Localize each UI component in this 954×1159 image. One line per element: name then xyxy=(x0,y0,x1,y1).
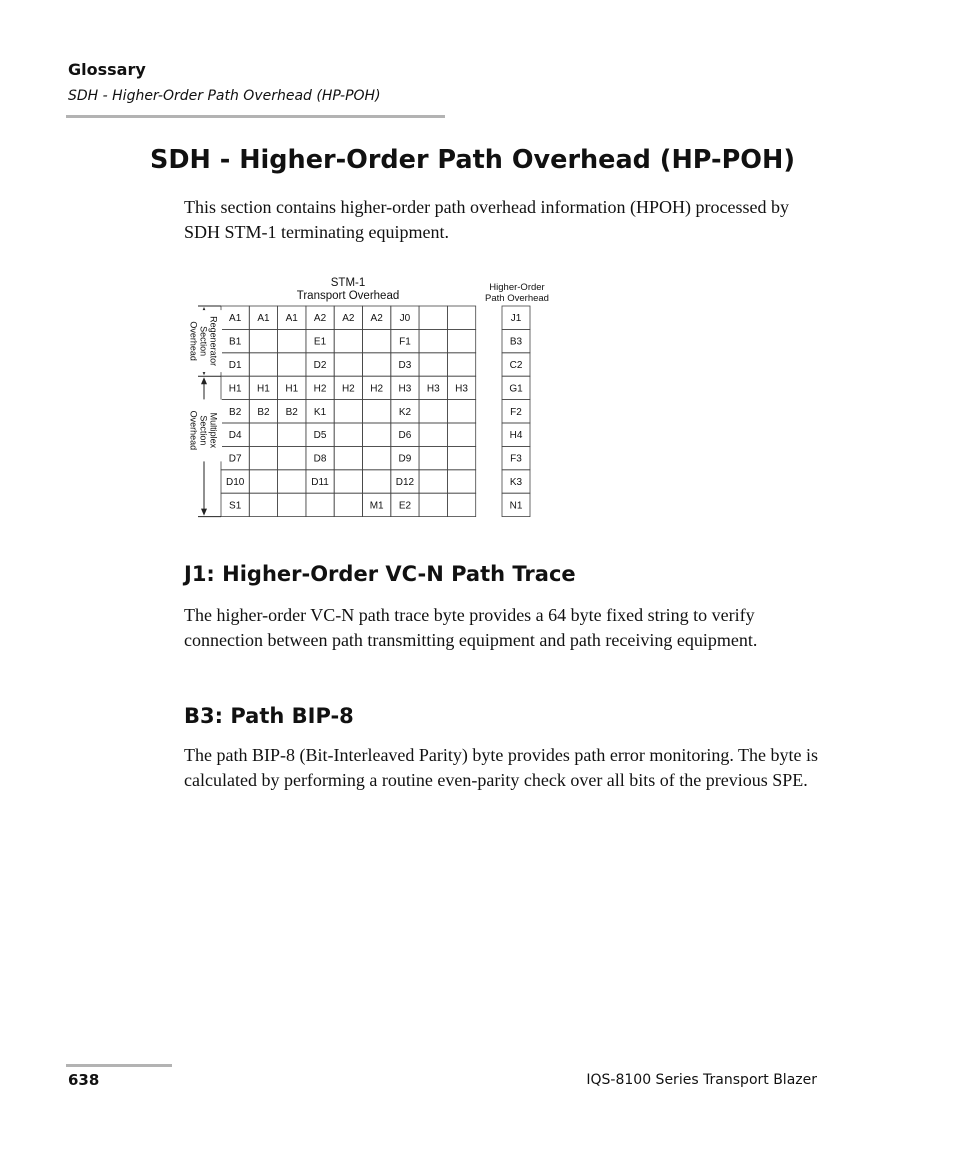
toh-cell-label: H1 xyxy=(285,383,299,395)
page-number: 638 xyxy=(68,1071,100,1089)
toh-cell-label: M1 xyxy=(369,500,384,512)
toh-cell xyxy=(363,329,391,352)
toh-cell-label: D8 xyxy=(313,453,327,465)
toh-cell xyxy=(419,423,447,446)
poh-cell-label: B3 xyxy=(509,336,523,348)
toh-cell-label: D6 xyxy=(398,430,412,442)
document-title: IQS-8100 Series Transport Blazer xyxy=(586,1072,817,1088)
toh-cell xyxy=(278,470,306,493)
header-section-title: Glossary xyxy=(68,60,146,79)
toh-title-line2: Transport Overhead xyxy=(296,290,400,302)
msoh-arrow-down xyxy=(201,509,207,516)
toh-cell-label: H1 xyxy=(228,383,242,395)
header-divider xyxy=(66,115,445,118)
toh-cell xyxy=(306,493,334,516)
toh-cell xyxy=(363,423,391,446)
toh-cell-label: H1 xyxy=(257,383,270,395)
header-subtitle: SDH - Higher-Order Path Overhead (HP-POH) xyxy=(68,88,381,104)
rsoh-label-line: Overhead xyxy=(188,321,199,361)
intro-paragraph: This section contains higher-order path overhead information (HPOH) processed by SDH STM-1 terminating equipment. xyxy=(184,197,789,242)
toh-cell-label: B2 xyxy=(229,406,242,418)
toh-grid xyxy=(221,306,476,517)
poh-cell-label: F2 xyxy=(510,406,522,418)
toh-cell-label: H3 xyxy=(426,383,440,395)
toh-cell xyxy=(249,329,277,352)
stm1-overhead-diagram xyxy=(180,270,560,522)
toh-cell xyxy=(447,493,475,516)
msoh-label-line: Overhead xyxy=(188,410,199,451)
poh-cell-label: J1 xyxy=(510,313,522,325)
toh-cell-label: D2 xyxy=(313,360,327,371)
toh-cell-label: D12 xyxy=(395,477,415,488)
rsoh-label xyxy=(186,310,222,372)
toh-cell-label: D9 xyxy=(398,453,412,465)
poh-cell-label: K3 xyxy=(509,477,523,488)
toh-cell-label: A1 xyxy=(285,313,298,325)
toh-cell-label: B1 xyxy=(229,336,242,348)
toh-cell xyxy=(447,353,475,376)
toh-cell xyxy=(334,470,362,493)
toh-cell-label: B2 xyxy=(285,406,298,418)
toh-cell xyxy=(419,493,447,516)
toh-cell-label: H3 xyxy=(455,383,468,395)
toh-cell xyxy=(419,353,447,376)
toh-cell-label: F1 xyxy=(399,336,411,348)
toh-cell xyxy=(447,400,475,423)
toh-cell-label: E2 xyxy=(398,500,412,512)
toh-cell xyxy=(334,353,362,376)
toh-cell xyxy=(278,446,306,469)
msoh-label-line: Section xyxy=(198,415,209,446)
toh-cell xyxy=(447,329,475,352)
toh-cell-label: D7 xyxy=(228,453,242,465)
footer-divider xyxy=(66,1064,172,1067)
poh-title-line1: Higher-Order xyxy=(489,282,545,293)
toh-cell xyxy=(363,353,391,376)
toh-cell xyxy=(249,353,277,376)
toh-cell xyxy=(419,329,447,352)
toh-cell-label: A2 xyxy=(342,313,355,325)
toh-cell-label: D3 xyxy=(398,360,412,371)
toh-cell xyxy=(278,423,306,446)
toh-cell-label: K1 xyxy=(313,406,327,418)
toh-cell-label: D10 xyxy=(225,477,245,488)
toh-cell xyxy=(419,400,447,423)
toh-cell-label: H2 xyxy=(370,383,384,395)
section-heading-j1: J1: Higher-Order VC-N Path Trace xyxy=(184,562,576,586)
msoh-label-line: Multiplex xyxy=(208,412,219,449)
toh-cell xyxy=(278,329,306,352)
toh-cell xyxy=(447,470,475,493)
toh-cell-label: J0 xyxy=(399,313,411,325)
rsoh-label-line: Section xyxy=(198,326,209,357)
msoh-label xyxy=(186,399,222,461)
toh-cell-label: A1 xyxy=(229,313,242,325)
rsoh-label-line: Regenerator xyxy=(208,316,219,367)
toh-cell xyxy=(334,329,362,352)
toh-cell xyxy=(249,493,277,516)
toh-cell-label: A2 xyxy=(313,313,327,325)
toh-cell xyxy=(447,446,475,469)
toh-cell xyxy=(419,446,447,469)
msoh-arrow-up xyxy=(201,377,207,384)
toh-cell-label: D1 xyxy=(228,360,242,371)
poh-cell-label: C2 xyxy=(509,360,523,371)
toh-cell xyxy=(334,423,362,446)
toh-cell-label: D4 xyxy=(228,430,242,442)
page-title: SDH - Higher-Order Path Overhead (HP-POH) xyxy=(150,145,795,175)
toh-cell xyxy=(419,306,447,329)
section-body-j1: The higher-order VC-N path trace byte provides a 64 byte fixed string to verify connection between path transmitting equipment and path receiving equipment. xyxy=(184,605,758,650)
toh-cell-label: A2 xyxy=(370,313,383,325)
toh-cell-label: B2 xyxy=(257,406,270,418)
poh-cell-label: F3 xyxy=(510,453,522,465)
toh-cell xyxy=(249,470,277,493)
toh-cell xyxy=(419,470,447,493)
toh-cell-label: H3 xyxy=(398,383,412,395)
toh-cell xyxy=(334,400,362,423)
toh-cell xyxy=(447,306,475,329)
toh-cell-label: H2 xyxy=(313,383,327,395)
section-body-b3: The path BIP-8 (Bit-Interleaved Parity) byte provides path error monitoring. The byte is calculated by performing a routine even-parity check over all bits of the previous SPE. xyxy=(184,745,819,790)
toh-cell xyxy=(447,423,475,446)
toh-cell xyxy=(249,423,277,446)
toh-cell-label: K2 xyxy=(398,406,412,418)
toh-cell xyxy=(278,353,306,376)
poh-cell-label: G1 xyxy=(509,383,523,395)
toh-cell xyxy=(363,400,391,423)
section-heading-b3: B3: Path BIP-8 xyxy=(184,704,354,728)
toh-cell xyxy=(334,446,362,469)
section-overhead-labels xyxy=(186,306,222,517)
toh-cell-label: H2 xyxy=(341,383,355,395)
toh-cell-label: D11 xyxy=(311,477,329,488)
toh-cell-label: A1 xyxy=(257,313,270,325)
toh-cell xyxy=(249,446,277,469)
toh-title-line1: STM-1 xyxy=(330,277,366,289)
toh-cell-label: S1 xyxy=(229,500,242,512)
poh-cell-label: N1 xyxy=(509,500,523,512)
toh-cell xyxy=(363,470,391,493)
toh-cell-label: D5 xyxy=(313,430,327,442)
toh-cell xyxy=(278,493,306,516)
poh-cell-label: H4 xyxy=(509,430,523,442)
toh-cell xyxy=(363,446,391,469)
toh-cell xyxy=(334,493,362,516)
poh-title-line2: Path Overhead xyxy=(485,293,549,304)
toh-cell-label: E1 xyxy=(313,336,327,348)
poh-grid xyxy=(502,306,530,517)
